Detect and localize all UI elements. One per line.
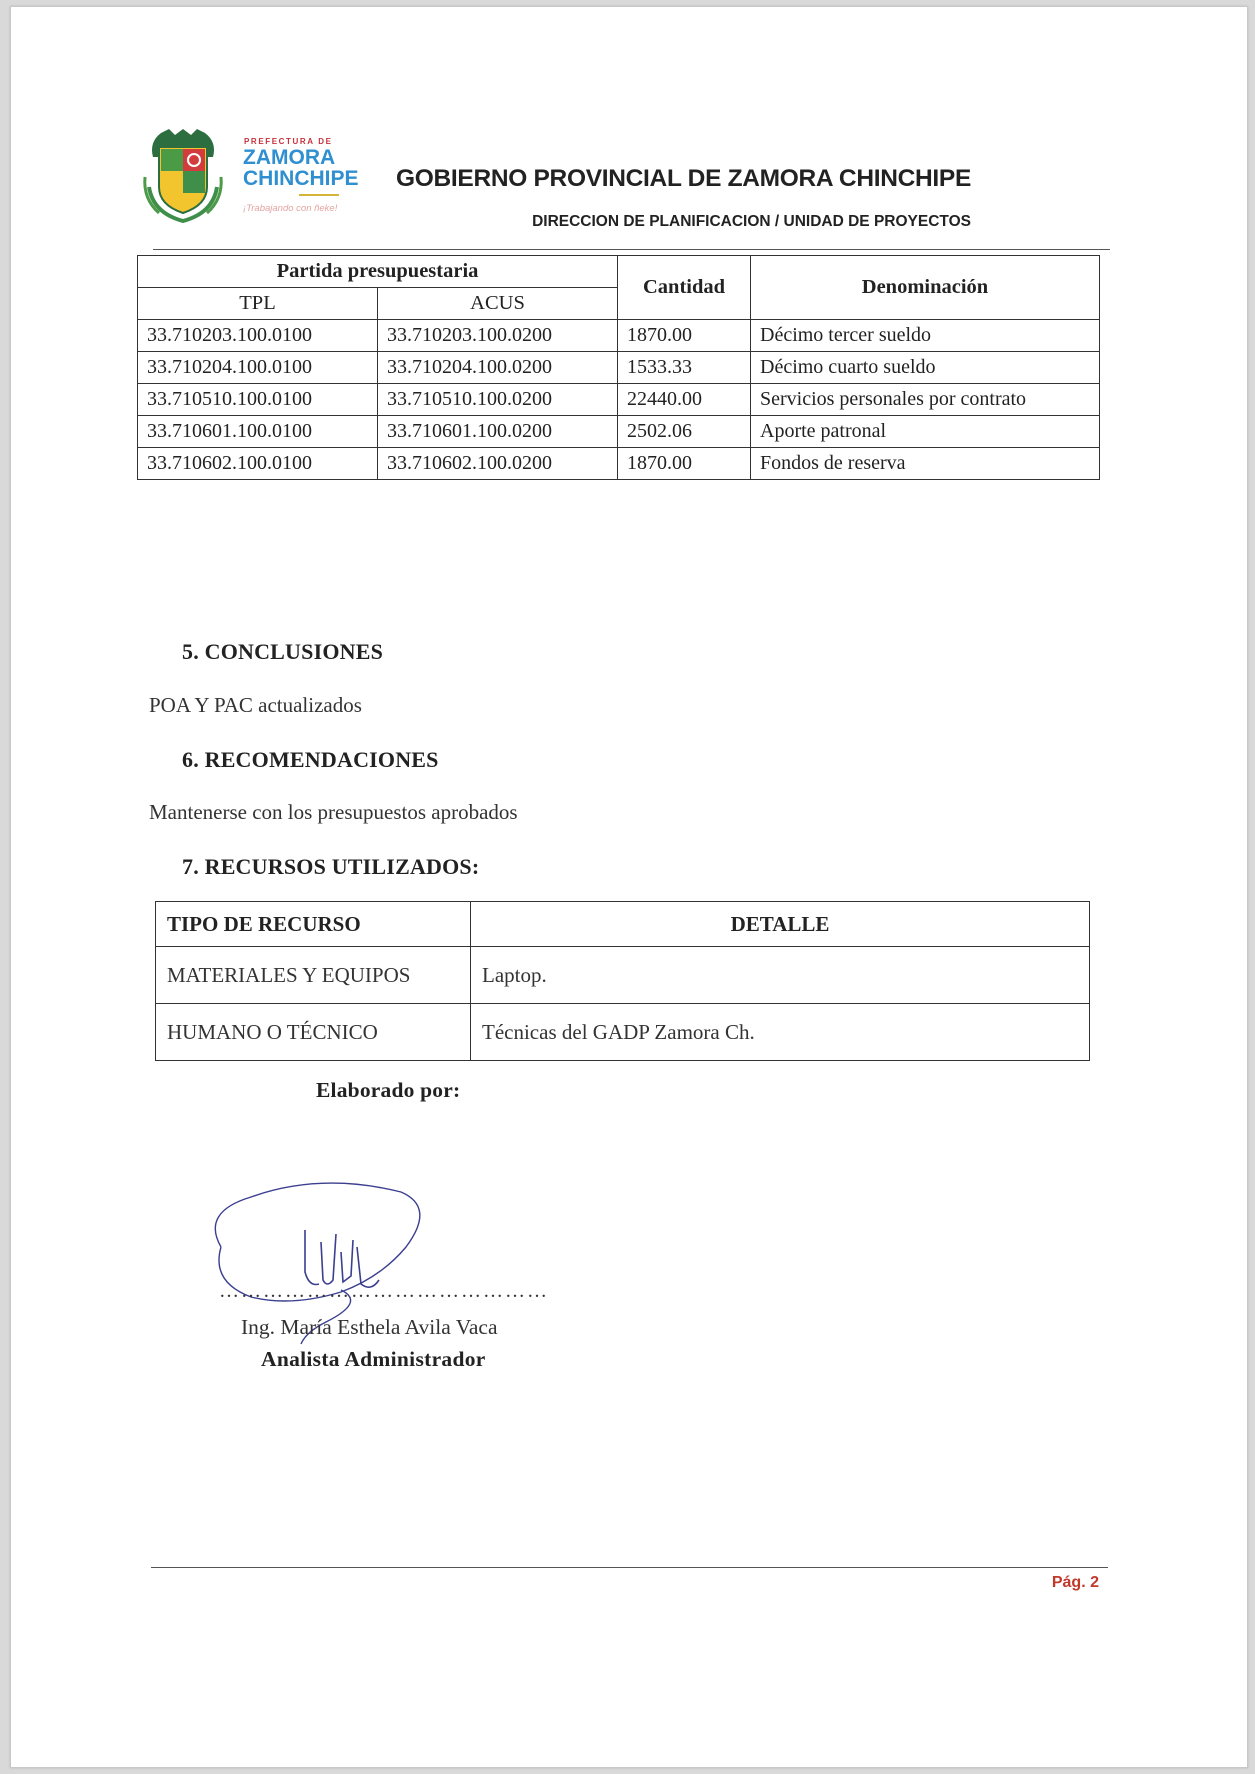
- signer-name: Ing. María Esthela Avila Vaca: [241, 1315, 498, 1339]
- detalle-cell: Laptop.: [471, 947, 1090, 1004]
- cantidad-cell: 2502.06: [618, 416, 751, 448]
- logo-slogan: ¡Trabajando con ñeke!: [243, 203, 338, 214]
- recomendaciones-heading: 6. RECOMENDACIONES: [182, 747, 439, 772]
- acus-cell: 33.710601.100.0200: [378, 416, 618, 448]
- budget-header-cantidad: Cantidad: [618, 256, 751, 320]
- resources-header-detalle: DETALLE: [471, 902, 1090, 947]
- recomendaciones-text: Mantenerse con los presupuestos aprobados: [149, 800, 518, 824]
- cantidad-cell: 22440.00: [618, 384, 751, 416]
- prefectura-logo: [139, 117, 399, 227]
- table-row: [138, 352, 1100, 384]
- budget-header-tpl: TPL: [138, 288, 378, 320]
- cantidad-cell: 1870.00: [618, 448, 751, 480]
- denominacion-cell: Servicios personales por contrato: [751, 384, 1100, 416]
- acus-cell: 33.710203.100.0200: [378, 320, 618, 352]
- acus-cell: 33.710204.100.0200: [378, 352, 618, 384]
- logo-name: [243, 147, 359, 189]
- coat-of-arms-icon: [139, 117, 239, 227]
- denominacion-cell: Décimo tercer sueldo: [751, 320, 1100, 352]
- budget-header-acus: ACUS: [378, 288, 618, 320]
- denominacion-cell: Aporte patronal: [751, 416, 1100, 448]
- cantidad-cell: 1870.00: [618, 320, 751, 352]
- tipo-cell: MATERIALES Y EQUIPOS: [156, 947, 471, 1004]
- tpl-cell: 33.710601.100.0100: [138, 416, 378, 448]
- logo-name-line2: CHINCHIPE: [243, 167, 359, 190]
- page-title: GOBIERNO PROVINCIAL DE ZAMORA CHINCHIPE: [396, 165, 971, 192]
- signature-line: ………………………………………: [219, 1280, 549, 1302]
- budget-table: [137, 255, 1100, 480]
- table-row: [138, 448, 1100, 480]
- recursos-heading: 7. RECURSOS UTILIZADOS:: [182, 854, 480, 879]
- conclusiones-text: POA Y PAC actualizados: [149, 693, 362, 717]
- table-row: [156, 947, 1090, 1004]
- table-row: [138, 384, 1100, 416]
- conclusiones-heading: 5. CONCLUSIONES: [182, 639, 384, 664]
- page-number: Pág. 2: [1051, 1574, 1099, 1591]
- table-row: [138, 416, 1100, 448]
- elaborado-label: Elaborado por:: [316, 1078, 461, 1102]
- logo-name-line1: ZAMORA: [243, 146, 336, 169]
- signer-role: Analista Administrador: [261, 1347, 486, 1371]
- resources-header-tipo: TIPO DE RECURSO: [156, 902, 471, 947]
- table-row: [156, 1004, 1090, 1061]
- denominacion-cell: Décimo cuarto sueldo: [751, 352, 1100, 384]
- budget-header-denominacion: Denominación: [751, 256, 1100, 320]
- resources-table: [155, 901, 1090, 1061]
- tipo-cell: HUMANO O TÉCNICO: [156, 1004, 471, 1061]
- cantidad-cell: 1533.33: [618, 352, 751, 384]
- tpl-cell: 33.710510.100.0100: [138, 384, 378, 416]
- denominacion-cell: Fondos de reserva: [751, 448, 1100, 480]
- page-subtitle: DIRECCION DE PLANIFICACION / UNIDAD DE PROYECTOS: [532, 213, 971, 230]
- header-divider: [153, 249, 1110, 250]
- table-row: [138, 320, 1100, 352]
- acus-cell: 33.710602.100.0200: [378, 448, 618, 480]
- detalle-cell: Técnicas del GADP Zamora Ch.: [471, 1004, 1090, 1061]
- footer-divider: [151, 1567, 1108, 1568]
- document-page: [10, 6, 1248, 1768]
- tpl-cell: 33.710602.100.0100: [138, 448, 378, 480]
- logo-rule: [299, 194, 339, 196]
- tpl-cell: 33.710204.100.0100: [138, 352, 378, 384]
- acus-cell: 33.710510.100.0200: [378, 384, 618, 416]
- tpl-cell: 33.710203.100.0100: [138, 320, 378, 352]
- logo-prefix: PREFECTURA DE: [244, 137, 333, 146]
- budget-group-header: Partida presupuestaria: [138, 256, 618, 288]
